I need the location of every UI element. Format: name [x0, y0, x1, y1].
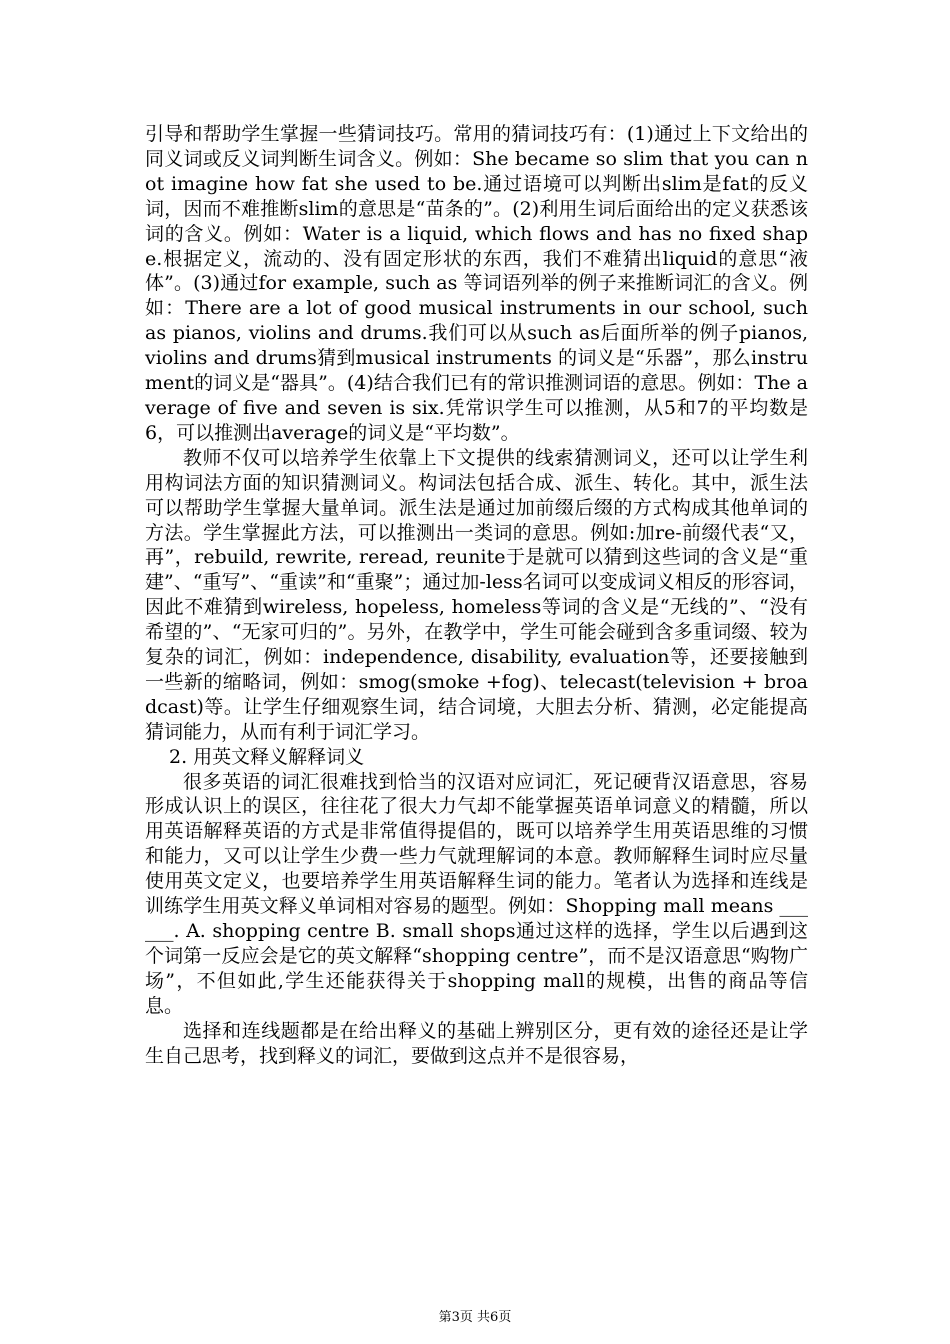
paragraph-matching-exercises: 选择和连线题都是在给出释义的基础上辨别区分，更有效的途径还是让学生自己思考，找到释义的词汇，要做到这点并不是很容易， — [145, 1019, 808, 1067]
paragraph-english-definitions: 很多英语的词汇很难找到恰当的汉语对应词汇，死记硬背汉语意思，容易形成认识上的误区，往往花了很大力气却不能掌握英语单词意义的精髓，所以用英语解释英语的方式是非常值得提倡的，既可以培养学生用英语思维的习惯和能力，又可以让学生少费一些力气就理解词的本意。教师解释生词时应尽量使用英文定义，也要培养学生用英语解释生词的能力。笔者认为选择和连线是训练学生用英文释义单词相对容易的题型。例如：Shopping mall means ______. A. shopping centre B. small shops通过这样的选择，学生以后遇到这个词第一反应会是它的英文解释“shopping centre”，而不是汉语意思“购物广场”，不但如此,学生还能获得关于shopping mall的规模，出售的商品等信息。 — [145, 770, 808, 1017]
document-body — [145, 122, 808, 1068]
paragraph-guessing-techniques: 引导和帮助学生掌握一些猜词技巧。常用的猜词技巧有：(1)通过上下文给出的同义词或反义词判断生词含义。例如：She became so slim that you can not imagine how fat she used to be.通过语境可以判断出slim是fat的反义词，因而不难推断slim的意思是“苗条的”。(2)利用生词后面给出的定义获悉该词的含义。例如：Water is a liquid, which flows and has no fixed shape.根据定义，流动的、没有固定形状的东西，我们不难猜出liquid的意思“液体”。(3)通过for example, such as 等词语列举的例子来推断词汇的含义。例如：There are a lot of good musical instruments in our school, such as pianos, violins and drums.我们可以从such as后面所举的例子pianos, violins and drums猜到musical instruments 的词义是“乐器”，那么instrument的词义是“器具”。(4)结合我们已有的常识推测词语的意思。例如：The average of five and seven is six.凭常识学生可以推测，从5和7的平均数是6，可以推测出average的词义是“平均数”。 — [145, 123, 808, 444]
page-number-footer: 第3页 共6页 — [438, 1310, 512, 1325]
paragraph-word-formation: 教师不仅可以培养学生依靠上下文提供的线索猜测词义，还可以让学生利用构词法方面的知识猜测词义。构词法包括合成、派生、转化。其中，派生法可以帮助学生掌握大量单词。派生法是通过加前缀后缀的方式构成其他单词的方法。学生掌握此方法，可以推测出一类词的意思。例如:加re-前缀代表“又，再”，rebuild, rewrite, reread, reunite于是就可以猜到这些词的含义是“重建”、“重写”、“重读”和“重聚”；通过加-less名词可以变成词义相反的形容词，因此不难猜到wireless, hopeless, homeless等词的含义是“无线的”、“没有希望的”、“无家可归的”。另外，在教学中，学生可能会碰到含多重词缀、较为复杂的词汇，例如：independence, disability, evaluation等，还要接触到一些新的缩略词，例如：smog(smoke +fog)、telecast(television + broadcast)等。让学生仔细观察生词，结合词境，大胆去分析、猜测，必定能提高猜词能力，从而有利于词汇学习。 — [145, 446, 808, 743]
section-heading: 2. 用英文释义解释词义 — [169, 745, 365, 768]
